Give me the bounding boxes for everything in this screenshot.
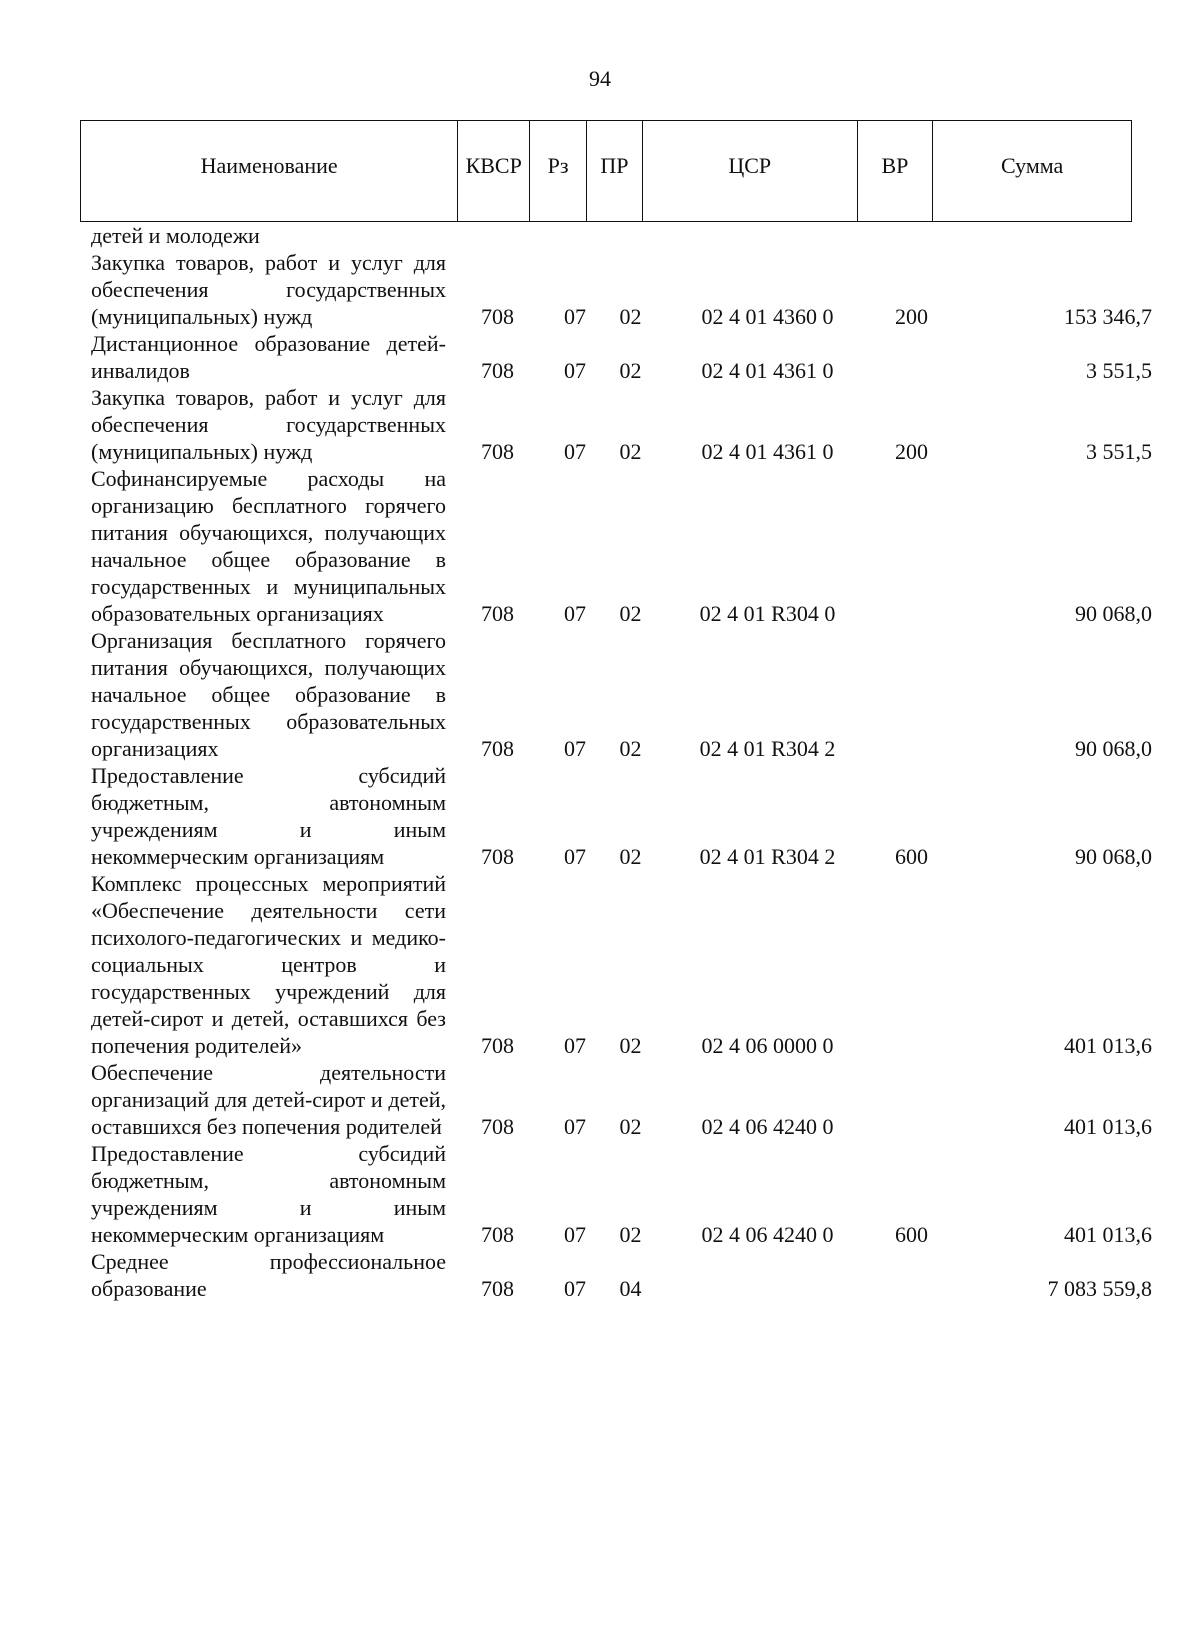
cell-pr: 04 (619, 1276, 642, 1301)
table-row (0, 1248, 1200, 1302)
cell-name: Комплекс процессных мероприятий «Обеспечение деятельности сети психолого-педагогических и медико-социальных центров и государственных учреждений для детей-сирот и детей, оставшихся без попечения родителей» (91, 871, 446, 1058)
cell-vr: 200 (895, 304, 928, 329)
cell-csr: 02 4 01 4361 0 (701, 439, 834, 464)
table-row (0, 762, 1200, 870)
cell-kvsr: 708 (481, 358, 514, 383)
header-name: Наименование (200, 153, 338, 178)
table-body (0, 222, 1200, 1302)
cell-sum: 90 068,0 (1075, 844, 1152, 869)
cell-rz: 07 (564, 1222, 586, 1247)
cell-name: детей и молодежи (91, 223, 260, 248)
cell-name: Организация бесплатного горячего питания обучающихся, получающих начальное общее образование в государственных образовательных организациях (91, 628, 446, 761)
cell-name: Дистанционное образование детей-инвалидов (91, 331, 446, 383)
cell-pr: 02 (619, 358, 642, 383)
header-pr: ПР (586, 121, 642, 221)
cell-rz: 07 (564, 601, 586, 626)
cell-rz: 07 (564, 1114, 586, 1139)
cell-pr: 02 (619, 736, 642, 761)
cell-kvsr: 708 (481, 1222, 514, 1247)
table-row (0, 330, 1200, 384)
table-row (0, 627, 1200, 762)
cell-name: Софинансируемые расходы на организацию бесплатного горячего питания обучающихся, получающих начальное общее образование в государственных и муниципальных образовательных организациях (91, 466, 446, 626)
cell-csr: 02 4 01 4361 0 (701, 358, 834, 383)
cell-kvsr: 708 (481, 1033, 514, 1058)
cell-sum: 3 551,5 (1086, 358, 1152, 383)
cell-pr: 02 (619, 1222, 642, 1247)
cell-csr: 02 4 01 R304 2 (699, 844, 836, 869)
cell-csr: 02 4 01 R304 2 (699, 736, 836, 761)
table-row (0, 870, 1200, 1059)
cell-pr: 02 (619, 844, 642, 869)
table-row (0, 1059, 1200, 1140)
cell-vr: 200 (895, 439, 928, 464)
cell-sum: 90 068,0 (1075, 601, 1152, 626)
cell-sum: 3 551,5 (1086, 439, 1152, 464)
cell-pr: 02 (619, 1033, 642, 1058)
cell-csr: 02 4 01 4360 0 (701, 304, 834, 329)
table-row (0, 249, 1200, 330)
cell-pr: 02 (619, 601, 642, 626)
cell-sum: 401 013,6 (1064, 1114, 1152, 1139)
header-kvsr: КВСР (457, 121, 529, 221)
header-sum: Сумма (932, 121, 1131, 221)
cell-rz: 07 (564, 736, 586, 761)
cell-rz: 07 (564, 358, 586, 383)
cell-pr: 02 (619, 1114, 642, 1139)
cell-rz: 07 (564, 1033, 586, 1058)
cell-name: Предоставление субсидий бюджетным, автономным учреждениям и иным некоммерческим организациям (91, 763, 446, 869)
cell-name: Обеспечение деятельности организаций для детей-сирот и детей, оставшихся без попечения родителей (91, 1060, 446, 1139)
cell-vr: 600 (895, 1222, 928, 1247)
cell-pr: 02 (619, 304, 642, 329)
cell-rz: 07 (564, 304, 586, 329)
cell-rz: 07 (564, 439, 586, 464)
table-row (0, 222, 1200, 249)
cell-kvsr: 708 (481, 844, 514, 869)
cell-csr: 02 4 06 4240 0 (701, 1114, 834, 1139)
table-row (0, 465, 1200, 627)
cell-name: Закупка товаров, работ и услуг для обеспечения государственных (муниципальных) нужд (91, 250, 446, 329)
cell-csr: 02 4 06 4240 0 (701, 1222, 834, 1247)
header-rz: Рз (529, 121, 586, 221)
cell-name: Закупка товаров, работ и услуг для обеспечения государственных (муниципальных) нужд (91, 385, 446, 464)
table-row (0, 1140, 1200, 1248)
cell-kvsr: 708 (481, 601, 514, 626)
cell-vr: 600 (895, 844, 928, 869)
cell-rz: 07 (564, 1276, 586, 1301)
cell-kvsr: 708 (481, 1276, 514, 1301)
cell-kvsr: 708 (481, 736, 514, 761)
cell-sum: 401 013,6 (1064, 1033, 1152, 1058)
cell-rz: 07 (564, 844, 586, 869)
cell-name: Предоставление субсидий бюджетным, автономным учреждениям и иным некоммерческим организациям (91, 1141, 446, 1247)
table-row (0, 384, 1200, 465)
cell-sum: 153 346,7 (1064, 304, 1152, 329)
header-csr: ЦСР (642, 121, 857, 221)
cell-sum: 401 013,6 (1064, 1222, 1152, 1247)
cell-sum: 90 068,0 (1075, 736, 1152, 761)
cell-sum: 7 083 559,8 (1047, 1276, 1152, 1301)
cell-csr: 02 4 01 R304 0 (699, 601, 836, 626)
cell-kvsr: 708 (481, 304, 514, 329)
cell-pr: 02 (619, 439, 642, 464)
page-number: 94 (589, 66, 611, 91)
table-header (80, 120, 1132, 222)
cell-name: Среднее профессиональное образование (91, 1249, 446, 1301)
cell-kvsr: 708 (481, 439, 514, 464)
cell-kvsr: 708 (481, 1114, 514, 1139)
cell-csr: 02 4 06 0000 0 (701, 1033, 834, 1058)
header-vr: ВР (857, 121, 933, 221)
